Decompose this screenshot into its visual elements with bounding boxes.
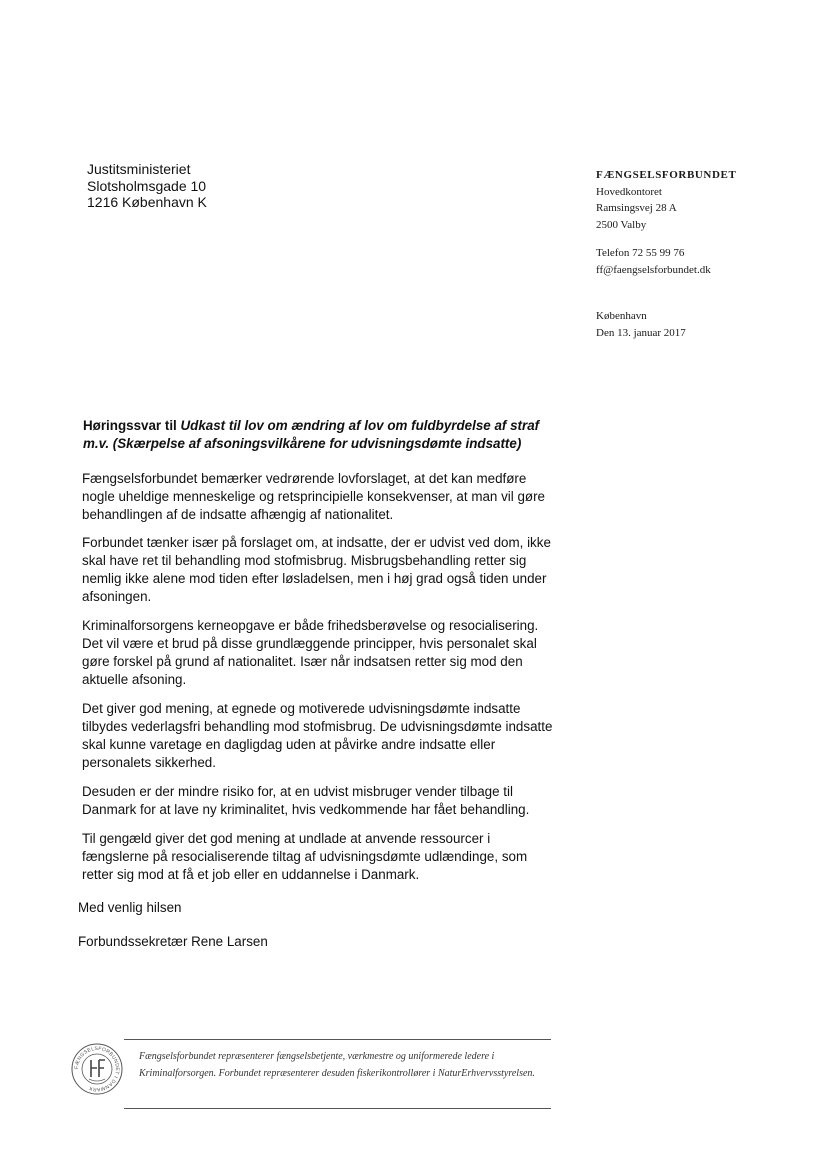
sender-email: ff@faengselsforbundet.dk xyxy=(596,263,711,276)
recipient-address xyxy=(87,161,207,211)
body-paragraph-5: Desuden er der mindre risiko for, at en udvist misbruger vender tilbage til Danmark for at lave ny kriminalitet, hvis vedkommende har fået behandling. xyxy=(82,784,530,817)
body-paragraph-1: Fængselsforbundet bemærker vedrørende lovforslaget, at det kan medføre nogle uheldige menneskelige og retsprincipielle konsekvenser, at man vil gøre behandlingen af de indsatte afhængig af nationalitet. xyxy=(82,471,545,522)
recipient-city: 1216 København K xyxy=(87,194,207,210)
subject-title: Udkast til lov om ændring af lov om fuldbyrdelse af straf m.v. (Skærpelse af afsoningsvilkårene for udvisningsdømte indsatte) xyxy=(83,418,540,451)
recipient-name: Justitsministeriet xyxy=(87,161,191,177)
svg-text:FÆNGSELSFORBUNDET I DANMARK: FÆNGSELSFORBUNDET I DANMARK xyxy=(73,1045,121,1093)
sender-phone: Telefon 72 55 99 76 xyxy=(596,247,685,259)
sender-street: Ramsingsvej 28 A xyxy=(596,202,677,214)
body-paragraph-6: Til gengæld giver det god mening at undlade at anvende ressourcer i fængslerne på resocialiserende tiltag af udvisningsdømte udlændinge, som retter sig mod at få et job eller en uddannelse i Danmark. xyxy=(82,831,528,882)
sender-organization: FÆNGSELSFORBUNDET xyxy=(596,169,737,181)
body-paragraph-2: Forbundet tænker især på forslaget om, at indsatte, der er udvist ved dom, ikke skal have ret til behandling mod stofmisbrug. Misbrugsbehandling retter sig nemlig ikke alene mod tiden efter løsladelsen, men i høj grad også tiden under afsoningen. xyxy=(82,535,551,604)
sender-office: Hovedkontoret xyxy=(596,185,662,198)
sender-city: 2500 Valby xyxy=(596,218,647,231)
footer-description: Fængselsforbundet repræsenterer fængselsbetjente, værkmestre og uniformerede ledere i Kriminalforsorgen. Forbundet repræsenterer desuden fiskerikontrollører i NaturErhvervsstyrelsen. xyxy=(139,1051,535,1079)
letter-date: Den 13. januar 2017 xyxy=(596,326,686,339)
letter-subject xyxy=(83,417,553,453)
recipient-street: Slotsholmsgade 10 xyxy=(87,177,207,194)
sender-letterhead xyxy=(596,167,736,341)
footer-bottom-divider xyxy=(124,1108,551,1109)
footer-top-divider xyxy=(124,1039,551,1040)
body-paragraph-4: Det giver god mening, at egnede og motiverede udvisningsdømte indsatte tilbydes vederlagsfri behandling mod stofmisbrug. De udvisningsdømte indsatte skal kunne varetage en dagligdag uden at påvirke andre indsatte eller personalets sikkerhed. xyxy=(82,701,553,770)
body-paragraph-3: Kriminalforsorgens kerneopgave er både frihedsberøvelse og resocialisering. Det vil være et brud på disse grundlæggende principper, hvis personalet skal gøre forskel på grund af nationalitet. Især når indsatsen retter sig mod den aktuelle afsoning. xyxy=(82,618,539,687)
seal-icon xyxy=(70,1042,124,1096)
signature-name: Forbundssekretær Rene Larsen xyxy=(78,934,268,949)
letter-place: København xyxy=(596,310,647,322)
closing-greeting: Med venlig hilsen xyxy=(78,900,182,915)
union-seal-logo xyxy=(70,1042,124,1096)
subject-prefix: Høringssvar til xyxy=(83,418,181,433)
